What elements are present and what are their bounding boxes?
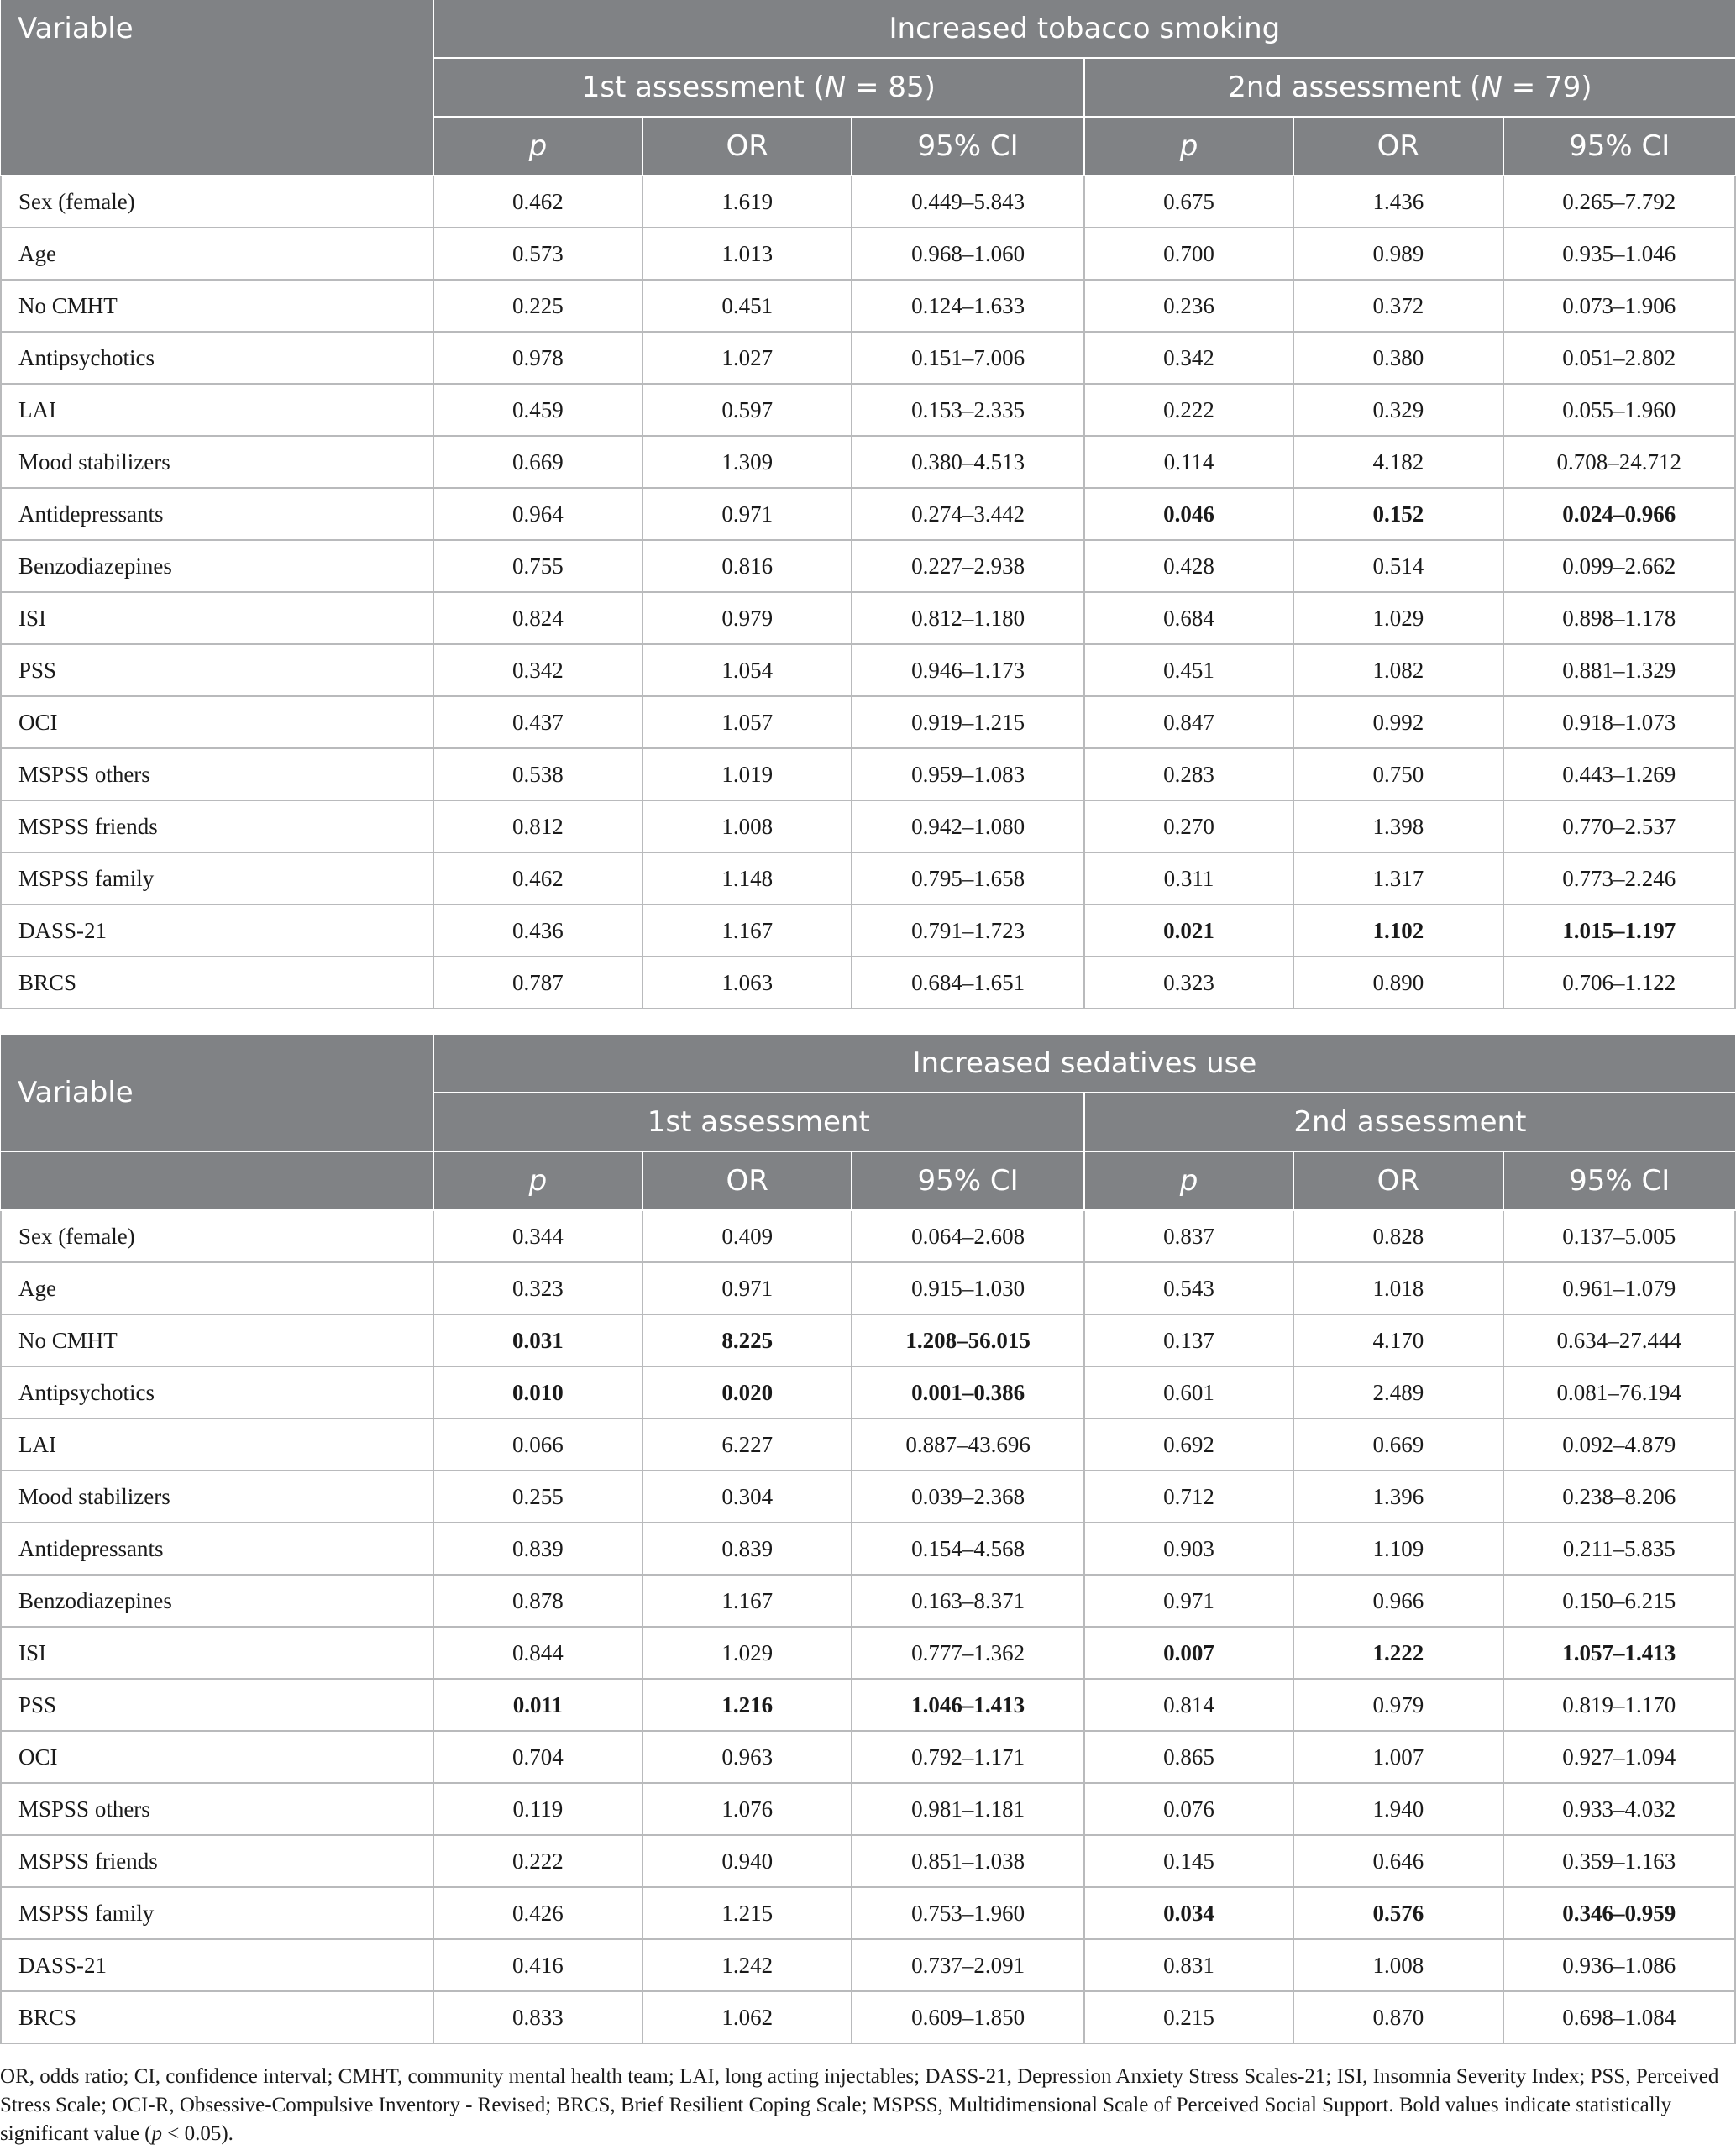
ci-cell: 0.918–1.073 xyxy=(1503,696,1736,748)
variable-cell: Age xyxy=(1,228,433,280)
variable-cell: Antipsychotics xyxy=(1,1366,433,1418)
p-header: p xyxy=(1084,117,1293,176)
odds-ratio-cell: 1.054 xyxy=(642,644,852,696)
ci-cell: 0.211–5.835 xyxy=(1503,1523,1736,1575)
variable-cell: MSPSS friends xyxy=(1,800,433,852)
p-value-cell: 0.283 xyxy=(1084,748,1293,800)
p-value-cell: 0.046 xyxy=(1084,488,1293,540)
odds-ratio-cell: 0.979 xyxy=(642,592,852,644)
odds-ratio-cell: 0.966 xyxy=(1293,1575,1503,1627)
odds-ratio-cell: 0.576 xyxy=(1293,1887,1503,1939)
ci-cell: 0.927–1.094 xyxy=(1503,1731,1736,1783)
ci-cell: 0.946–1.173 xyxy=(852,644,1083,696)
table-row xyxy=(1,1314,1735,1366)
p-value-cell: 0.031 xyxy=(433,1314,642,1366)
p-value-cell: 0.342 xyxy=(1084,332,1293,384)
p-value-cell: 0.323 xyxy=(433,1262,642,1314)
ci-cell: 0.981–1.181 xyxy=(852,1783,1083,1835)
p-value-cell: 0.066 xyxy=(433,1418,642,1471)
ci-cell: 0.708–24.712 xyxy=(1503,436,1736,488)
p-value-cell: 0.451 xyxy=(1084,644,1293,696)
odds-ratio-cell: 1.109 xyxy=(1293,1523,1503,1575)
variable-cell: No CMHT xyxy=(1,1314,433,1366)
ci-cell: 0.898–1.178 xyxy=(1503,592,1736,644)
ci-cell: 0.055–1.960 xyxy=(1503,384,1736,436)
ci-header: 95% CI xyxy=(852,117,1083,176)
odds-ratio-cell: 2.489 xyxy=(1293,1366,1503,1418)
ci-cell: 0.238–8.206 xyxy=(1503,1471,1736,1523)
table-row xyxy=(1,488,1735,540)
odds-ratio-cell: 1.167 xyxy=(642,905,852,957)
ci-cell: 0.227–2.938 xyxy=(852,540,1083,592)
table-row xyxy=(1,800,1735,852)
table-gap xyxy=(0,1009,1736,1035)
p-value-cell: 0.119 xyxy=(433,1783,642,1835)
variable-cell: MSPSS family xyxy=(1,1887,433,1939)
ci-header: 95% CI xyxy=(1503,1151,1736,1210)
p-value-cell: 0.344 xyxy=(433,1210,642,1262)
variable-cell: Antidepressants xyxy=(1,488,433,540)
odds-ratio-cell: 0.963 xyxy=(642,1731,852,1783)
p-value-cell: 0.704 xyxy=(433,1731,642,1783)
odds-ratio-cell: 0.828 xyxy=(1293,1210,1503,1262)
p-value-cell: 0.222 xyxy=(433,1835,642,1887)
ci-cell: 1.015–1.197 xyxy=(1503,905,1736,957)
variable-cell: PSS xyxy=(1,644,433,696)
table-row xyxy=(1,644,1735,696)
or-header: OR xyxy=(642,117,852,176)
variable-cell: ISI xyxy=(1,592,433,644)
odds-ratio-cell: 1.167 xyxy=(642,1575,852,1627)
variable-cell: LAI xyxy=(1,384,433,436)
p-value-cell: 0.839 xyxy=(433,1523,642,1575)
odds-ratio-cell: 1.309 xyxy=(642,436,852,488)
table-row xyxy=(1,1366,1735,1418)
variable-cell: MSPSS friends xyxy=(1,1835,433,1887)
ci-cell: 0.773–2.246 xyxy=(1503,852,1736,905)
variable-cell: MSPSS family xyxy=(1,852,433,905)
table-footnote: OR, odds ratio; CI, confidence interval; CMHT, community mental health team; LAI, long acting injectables; DASS-21, Depression Anxiety Stress Scales-21; ISI, Insomnia Severity Index; PSS, Perceived Stress Scale; OCI-R, Obsessive-Compulsive Inventory - Revised; BRCS, Brief Resilient Coping Scale; MSPSS, Multidimensional Scale of Perceived Social Support. Bold values indicate statistically significant value (p < 0.05). xyxy=(0,2065,1719,2145)
odds-ratio-cell: 1.436 xyxy=(1293,176,1503,228)
outcome-header: Increased sedatives use xyxy=(433,1035,1735,1093)
odds-ratio-cell: 0.890 xyxy=(1293,957,1503,1009)
table-row xyxy=(1,1835,1735,1887)
odds-ratio-cell: 0.669 xyxy=(1293,1418,1503,1471)
ci-cell: 0.915–1.030 xyxy=(852,1262,1083,1314)
odds-ratio-cell: 0.971 xyxy=(642,488,852,540)
p-value-cell: 0.215 xyxy=(1084,1991,1293,2043)
p-value-cell: 0.342 xyxy=(433,644,642,696)
ci-cell: 0.154–4.568 xyxy=(852,1523,1083,1575)
p-value-cell: 0.270 xyxy=(1084,800,1293,852)
ci-cell: 0.936–1.086 xyxy=(1503,1939,1736,1991)
tobacco-smoking-table xyxy=(0,0,1736,1009)
table-row xyxy=(1,1262,1735,1314)
p-value-cell: 0.833 xyxy=(433,1991,642,2043)
p-value-cell: 0.145 xyxy=(1084,1835,1293,1887)
ci-cell: 0.684–1.651 xyxy=(852,957,1083,1009)
ci-cell: 0.609–1.850 xyxy=(852,1991,1083,2043)
p-header: p xyxy=(433,1151,642,1210)
ci-cell: 1.208–56.015 xyxy=(852,1314,1083,1366)
p-value-cell: 0.903 xyxy=(1084,1523,1293,1575)
variable-cell: Age xyxy=(1,1262,433,1314)
ci-cell: 0.150–6.215 xyxy=(1503,1575,1736,1627)
odds-ratio-cell: 0.646 xyxy=(1293,1835,1503,1887)
odds-ratio-cell: 1.102 xyxy=(1293,905,1503,957)
table-row xyxy=(1,280,1735,332)
odds-ratio-cell: 1.216 xyxy=(642,1679,852,1731)
ci-cell: 0.274–3.442 xyxy=(852,488,1083,540)
p-value-cell: 0.462 xyxy=(433,852,642,905)
table-row xyxy=(1,1887,1735,1939)
p-value-cell: 0.669 xyxy=(433,436,642,488)
table-row xyxy=(1,540,1735,592)
odds-ratio-cell: 1.029 xyxy=(642,1627,852,1679)
ci-cell: 0.265–7.792 xyxy=(1503,176,1736,228)
p-value-cell: 0.137 xyxy=(1084,1314,1293,1366)
ci-cell: 0.449–5.843 xyxy=(852,176,1083,228)
p-value-cell: 0.684 xyxy=(1084,592,1293,644)
table-body xyxy=(1,1210,1735,2043)
table-row xyxy=(1,1731,1735,1783)
table-row xyxy=(1,696,1735,748)
odds-ratio-cell: 0.597 xyxy=(642,384,852,436)
p-value-cell: 0.437 xyxy=(433,696,642,748)
p-value-cell: 0.814 xyxy=(1084,1679,1293,1731)
ci-cell: 0.099–2.662 xyxy=(1503,540,1736,592)
odds-ratio-cell: 1.008 xyxy=(1293,1939,1503,1991)
p-value-cell: 0.812 xyxy=(433,800,642,852)
p-value-cell: 0.692 xyxy=(1084,1418,1293,1471)
p-value-cell: 0.225 xyxy=(433,280,642,332)
table-row xyxy=(1,1210,1735,1262)
odds-ratio-cell: 0.409 xyxy=(642,1210,852,1262)
p-value-cell: 0.011 xyxy=(433,1679,642,1731)
odds-ratio-cell: 4.182 xyxy=(1293,436,1503,488)
table-row xyxy=(1,1627,1735,1679)
table-row xyxy=(1,592,1735,644)
odds-ratio-cell: 1.057 xyxy=(642,696,852,748)
odds-ratio-cell: 1.076 xyxy=(642,1783,852,1835)
odds-ratio-cell: 1.063 xyxy=(642,957,852,1009)
p-value-cell: 0.236 xyxy=(1084,280,1293,332)
or-header: OR xyxy=(1293,117,1503,176)
p-value-cell: 0.878 xyxy=(433,1575,642,1627)
ci-cell: 0.153–2.335 xyxy=(852,384,1083,436)
ci-cell: 0.039–2.368 xyxy=(852,1471,1083,1523)
p-value-cell: 0.459 xyxy=(433,384,642,436)
odds-ratio-cell: 0.989 xyxy=(1293,228,1503,280)
odds-ratio-cell: 0.870 xyxy=(1293,1991,1503,2043)
p-value-cell: 0.436 xyxy=(433,905,642,957)
variable-cell: Sex (female) xyxy=(1,176,433,228)
p-value-cell: 0.847 xyxy=(1084,696,1293,748)
ci-cell: 0.851–1.038 xyxy=(852,1835,1083,1887)
table-row xyxy=(1,332,1735,384)
variable-header: Variable xyxy=(1,0,433,176)
variable-cell: BRCS xyxy=(1,1991,433,2043)
odds-ratio-cell: 1.062 xyxy=(642,1991,852,2043)
p-value-cell: 0.426 xyxy=(433,1887,642,1939)
variable-cell: OCI xyxy=(1,1731,433,1783)
ci-cell: 0.753–1.960 xyxy=(852,1887,1083,1939)
variable-header: Variable xyxy=(1,1035,433,1151)
variable-cell: Mood stabilizers xyxy=(1,436,433,488)
ci-cell: 0.359–1.163 xyxy=(1503,1835,1736,1887)
ci-header: 95% CI xyxy=(852,1151,1083,1210)
odds-ratio-cell: 6.227 xyxy=(642,1418,852,1471)
odds-ratio-cell: 0.816 xyxy=(642,540,852,592)
variable-cell: OCI xyxy=(1,696,433,748)
ci-cell: 0.346–0.959 xyxy=(1503,1887,1736,1939)
odds-ratio-cell: 1.619 xyxy=(642,176,852,228)
odds-ratio-cell: 0.971 xyxy=(642,1262,852,1314)
table-row xyxy=(1,1471,1735,1523)
ci-cell: 0.959–1.083 xyxy=(852,748,1083,800)
odds-ratio-cell: 8.225 xyxy=(642,1314,852,1366)
p-value-cell: 0.222 xyxy=(1084,384,1293,436)
table-row xyxy=(1,1939,1735,1991)
p-value-cell: 0.034 xyxy=(1084,1887,1293,1939)
p-value-cell: 0.700 xyxy=(1084,228,1293,280)
table-row xyxy=(1,1575,1735,1627)
ci-cell: 0.706–1.122 xyxy=(1503,957,1736,1009)
variable-cell: Sex (female) xyxy=(1,1210,433,1262)
odds-ratio-cell: 1.148 xyxy=(642,852,852,905)
second-assessment-header: 2nd assessment xyxy=(1084,1093,1735,1151)
p-value-cell: 0.543 xyxy=(1084,1262,1293,1314)
variable-cell: DASS-21 xyxy=(1,1939,433,1991)
p-value-cell: 0.964 xyxy=(433,488,642,540)
p-value-cell: 0.787 xyxy=(433,957,642,1009)
odds-ratio-cell: 1.018 xyxy=(1293,1262,1503,1314)
p-value-cell: 0.978 xyxy=(433,332,642,384)
p-value-cell: 0.675 xyxy=(1084,176,1293,228)
ci-cell: 0.443–1.269 xyxy=(1503,748,1736,800)
table-row xyxy=(1,905,1735,957)
odds-ratio-cell: 0.839 xyxy=(642,1523,852,1575)
table-row xyxy=(1,1783,1735,1835)
odds-ratio-cell: 0.372 xyxy=(1293,280,1503,332)
ci-cell: 0.791–1.723 xyxy=(852,905,1083,957)
odds-ratio-cell: 1.940 xyxy=(1293,1783,1503,1835)
table-row xyxy=(1,852,1735,905)
p-value-cell: 0.844 xyxy=(433,1627,642,1679)
ci-cell: 0.919–1.215 xyxy=(852,696,1083,748)
table-row xyxy=(1,228,1735,280)
ci-cell: 0.698–1.084 xyxy=(1503,1991,1736,2043)
table-row xyxy=(1,1523,1735,1575)
ci-cell: 0.634–27.444 xyxy=(1503,1314,1736,1366)
or-header: OR xyxy=(642,1151,852,1210)
ci-cell: 0.151–7.006 xyxy=(852,332,1083,384)
p-value-cell: 0.114 xyxy=(1084,436,1293,488)
ci-cell: 1.057–1.413 xyxy=(1503,1627,1736,1679)
odds-ratio-cell: 0.451 xyxy=(642,280,852,332)
ci-cell: 0.024–0.966 xyxy=(1503,488,1736,540)
second-assessment-header: 2nd assessment (N = 79) xyxy=(1084,58,1735,117)
ci-cell: 0.073–1.906 xyxy=(1503,280,1736,332)
p-value-cell: 0.311 xyxy=(1084,852,1293,905)
ci-cell: 0.051–2.802 xyxy=(1503,332,1736,384)
ci-cell: 0.942–1.080 xyxy=(852,800,1083,852)
odds-ratio-cell: 1.396 xyxy=(1293,1471,1503,1523)
table-row xyxy=(1,1679,1735,1731)
table-row xyxy=(1,176,1735,228)
p-value-cell: 0.601 xyxy=(1084,1366,1293,1418)
variable-cell: DASS-21 xyxy=(1,905,433,957)
p-value-cell: 0.837 xyxy=(1084,1210,1293,1262)
table-row xyxy=(1,384,1735,436)
p-value-cell: 0.076 xyxy=(1084,1783,1293,1835)
odds-ratio-cell: 1.008 xyxy=(642,800,852,852)
p-value-cell: 0.416 xyxy=(433,1939,642,1991)
p-value-cell: 0.573 xyxy=(433,228,642,280)
ci-cell: 0.819–1.170 xyxy=(1503,1679,1736,1731)
p-value-cell: 0.971 xyxy=(1084,1575,1293,1627)
ci-cell: 0.887–43.696 xyxy=(852,1418,1083,1471)
ci-cell: 0.935–1.046 xyxy=(1503,228,1736,280)
ci-cell: 0.137–5.005 xyxy=(1503,1210,1736,1262)
variable-header-spacer xyxy=(1,1151,433,1210)
p-value-cell: 0.462 xyxy=(433,176,642,228)
odds-ratio-cell: 1.019 xyxy=(642,748,852,800)
first-assessment-header: 1st assessment xyxy=(433,1093,1084,1151)
ci-cell: 0.737–2.091 xyxy=(852,1939,1083,1991)
odds-ratio-cell: 1.082 xyxy=(1293,644,1503,696)
p-value-cell: 0.428 xyxy=(1084,540,1293,592)
variable-cell: Antidepressants xyxy=(1,1523,433,1575)
odds-ratio-cell: 0.514 xyxy=(1293,540,1503,592)
table-row xyxy=(1,436,1735,488)
variable-cell: Antipsychotics xyxy=(1,332,433,384)
odds-ratio-cell: 1.013 xyxy=(642,228,852,280)
ci-cell: 0.881–1.329 xyxy=(1503,644,1736,696)
ci-cell: 0.933–4.032 xyxy=(1503,1783,1736,1835)
variable-cell: LAI xyxy=(1,1418,433,1471)
variable-cell: Mood stabilizers xyxy=(1,1471,433,1523)
ci-cell: 0.812–1.180 xyxy=(852,592,1083,644)
p-value-cell: 0.712 xyxy=(1084,1471,1293,1523)
odds-ratio-cell: 1.398 xyxy=(1293,800,1503,852)
odds-ratio-cell: 1.317 xyxy=(1293,852,1503,905)
first-assessment-header: 1st assessment (N = 85) xyxy=(433,58,1084,117)
ci-cell: 0.092–4.879 xyxy=(1503,1418,1736,1471)
variable-cell: No CMHT xyxy=(1,280,433,332)
p-value-cell: 0.755 xyxy=(433,540,642,592)
ci-cell: 0.770–2.537 xyxy=(1503,800,1736,852)
table-row xyxy=(1,748,1735,800)
odds-ratio-cell: 1.029 xyxy=(1293,592,1503,644)
odds-ratio-cell: 4.170 xyxy=(1293,1314,1503,1366)
odds-ratio-cell: 0.304 xyxy=(642,1471,852,1523)
odds-ratio-cell: 1.242 xyxy=(642,1939,852,1991)
ci-cell: 0.064–2.608 xyxy=(852,1210,1083,1262)
variable-cell: Benzodiazepines xyxy=(1,1575,433,1627)
odds-ratio-cell: 1.222 xyxy=(1293,1627,1503,1679)
odds-ratio-cell: 0.992 xyxy=(1293,696,1503,748)
variable-cell: ISI xyxy=(1,1627,433,1679)
p-value-cell: 0.021 xyxy=(1084,905,1293,957)
variable-cell: MSPSS others xyxy=(1,748,433,800)
odds-ratio-cell: 1.027 xyxy=(642,332,852,384)
p-value-cell: 0.824 xyxy=(433,592,642,644)
odds-ratio-cell: 0.940 xyxy=(642,1835,852,1887)
table-body xyxy=(1,176,1735,1009)
ci-cell: 0.792–1.171 xyxy=(852,1731,1083,1783)
odds-ratio-cell: 0.020 xyxy=(642,1366,852,1418)
variable-cell: Benzodiazepines xyxy=(1,540,433,592)
ci-cell: 0.163–8.371 xyxy=(852,1575,1083,1627)
table-row xyxy=(1,1991,1735,2043)
outcome-header: Increased tobacco smoking xyxy=(433,0,1735,58)
p-value-cell: 0.007 xyxy=(1084,1627,1293,1679)
p-value-cell: 0.010 xyxy=(433,1366,642,1418)
p-value-cell: 0.831 xyxy=(1084,1939,1293,1991)
p-value-cell: 0.323 xyxy=(1084,957,1293,1009)
odds-ratio-cell: 0.979 xyxy=(1293,1679,1503,1731)
ci-cell: 0.968–1.060 xyxy=(852,228,1083,280)
odds-ratio-cell: 1.007 xyxy=(1293,1731,1503,1783)
ci-cell: 0.380–4.513 xyxy=(852,436,1083,488)
p-value-cell: 0.255 xyxy=(433,1471,642,1523)
ci-cell: 0.001–0.386 xyxy=(852,1366,1083,1418)
odds-ratio-cell: 1.215 xyxy=(642,1887,852,1939)
p-value-cell: 0.865 xyxy=(1084,1731,1293,1783)
variable-cell: MSPSS others xyxy=(1,1783,433,1835)
table-row xyxy=(1,1418,1735,1471)
ci-header: 95% CI xyxy=(1503,117,1736,176)
odds-ratio-cell: 0.750 xyxy=(1293,748,1503,800)
p-header: p xyxy=(1084,1151,1293,1210)
odds-ratio-cell: 0.380 xyxy=(1293,332,1503,384)
table-row xyxy=(1,957,1735,1009)
ci-cell: 0.081–76.194 xyxy=(1503,1366,1736,1418)
odds-ratio-cell: 0.329 xyxy=(1293,384,1503,436)
ci-cell: 0.961–1.079 xyxy=(1503,1262,1736,1314)
odds-ratio-cell: 0.152 xyxy=(1293,488,1503,540)
or-header: OR xyxy=(1293,1151,1503,1210)
ci-cell: 0.795–1.658 xyxy=(852,852,1083,905)
sedatives-use-table xyxy=(0,1035,1736,2044)
ci-cell: 0.124–1.633 xyxy=(852,280,1083,332)
ci-cell: 0.777–1.362 xyxy=(852,1627,1083,1679)
variable-cell: PSS xyxy=(1,1679,433,1731)
p-header: p xyxy=(433,117,642,176)
ci-cell: 1.046–1.413 xyxy=(852,1679,1083,1731)
p-value-cell: 0.538 xyxy=(433,748,642,800)
variable-cell: BRCS xyxy=(1,957,433,1009)
